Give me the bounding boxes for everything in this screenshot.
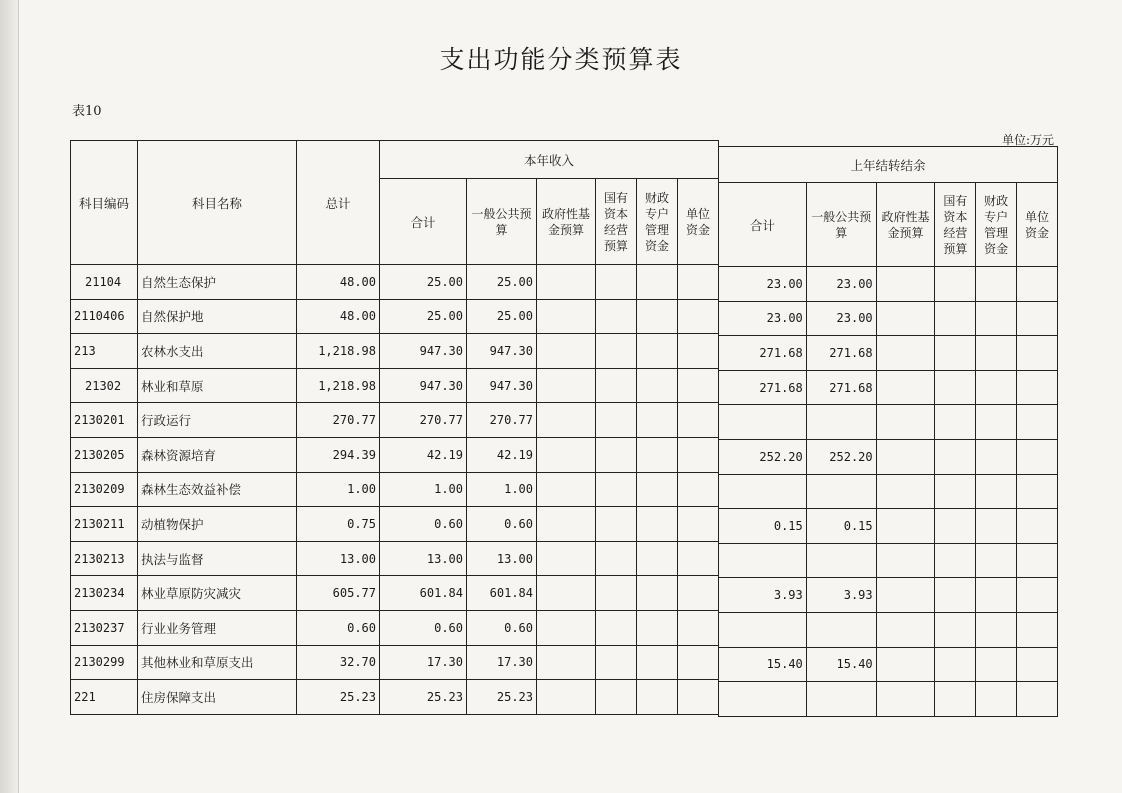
table-row	[719, 543, 1058, 578]
cell-prior-unit-funds	[1017, 301, 1058, 336]
cell-cur-general-budget: 0.60	[467, 507, 537, 542]
cell-prior-unit-funds	[1017, 405, 1058, 440]
cell-prior-general-budget	[806, 612, 876, 647]
cell-code: 21302	[71, 368, 138, 403]
budget-sheet	[70, 140, 1058, 720]
unit-label: 单位:万元	[1001, 133, 1054, 147]
cell-prior-state-capital	[935, 370, 976, 405]
cell-cur-sum: 25.00	[380, 265, 467, 300]
table-row	[71, 299, 719, 334]
cell-cur-state-capital	[596, 576, 637, 611]
cell-prior-gov-fund	[876, 682, 935, 717]
cell-prior-general-budget: 0.15	[806, 509, 876, 544]
cell-code: 2130234	[71, 576, 138, 611]
cell-cur-sum: 0.60	[380, 610, 467, 645]
header-cur-unit-funds: 单位资金	[678, 179, 719, 265]
cell-cur-gov-fund	[537, 265, 596, 300]
cell-code: 2130211	[71, 507, 138, 542]
cell-name: 执法与监督	[138, 541, 297, 576]
cell-cur-state-capital	[596, 368, 637, 403]
cell-cur-unit-funds	[678, 299, 719, 334]
cell-cur-unit-funds	[678, 368, 719, 403]
cell-cur-state-capital	[596, 472, 637, 507]
cell-prior-gov-fund	[876, 301, 935, 336]
header-current-year-income: 本年收入	[380, 141, 719, 179]
cell-cur-unit-funds	[678, 403, 719, 438]
cell-code: 2130299	[71, 645, 138, 680]
cell-cur-sum: 25.00	[380, 299, 467, 334]
table-row	[719, 301, 1058, 336]
cell-cur-state-capital	[596, 334, 637, 369]
cell-cur-general-budget: 1.00	[467, 472, 537, 507]
cell-name: 农林水支出	[138, 334, 297, 369]
cell-prior-special-account	[976, 439, 1017, 474]
cell-cur-special-account	[637, 541, 678, 576]
table-row	[719, 405, 1058, 440]
cell-total: 25.23	[297, 680, 380, 715]
cell-cur-gov-fund	[537, 576, 596, 611]
cell-prior-state-capital	[935, 336, 976, 371]
cell-cur-general-budget: 13.00	[467, 541, 537, 576]
cell-cur-state-capital	[596, 265, 637, 300]
cell-cur-unit-funds	[678, 680, 719, 715]
cell-cur-sum: 1.00	[380, 472, 467, 507]
header-cur-state-capital: 国有资本经营预算	[596, 179, 637, 265]
cell-prior-unit-funds	[1017, 474, 1058, 509]
cell-code: 2130213	[71, 541, 138, 576]
cell-prior-unit-funds	[1017, 578, 1058, 613]
cell-prior-special-account	[976, 647, 1017, 682]
cell-prior-unit-funds	[1017, 647, 1058, 682]
cell-cur-gov-fund	[537, 541, 596, 576]
cell-total: 48.00	[297, 265, 380, 300]
cell-prior-general-budget: 271.68	[806, 336, 876, 371]
cell-cur-gov-fund	[537, 299, 596, 334]
cell-cur-gov-fund	[537, 368, 596, 403]
cell-cur-general-budget: 25.23	[467, 680, 537, 715]
cell-total: 1.00	[297, 472, 380, 507]
header-cur-general-budget: 一般公共预算	[467, 179, 537, 265]
cell-code: 21104	[71, 265, 138, 300]
cell-cur-unit-funds	[678, 265, 719, 300]
table-row	[71, 437, 719, 472]
cell-prior-state-capital	[935, 301, 976, 336]
cell-prior-sum: 271.68	[719, 336, 807, 371]
page-title: 支出功能分类预算表	[439, 45, 683, 74]
cell-cur-gov-fund	[537, 334, 596, 369]
cell-prior-sum: 0.15	[719, 509, 807, 544]
cell-cur-sum: 947.30	[380, 334, 467, 369]
cell-cur-special-account	[637, 576, 678, 611]
cell-prior-sum	[719, 474, 807, 509]
cell-prior-general-budget: 15.40	[806, 647, 876, 682]
cell-cur-state-capital	[596, 610, 637, 645]
cell-total: 294.39	[297, 437, 380, 472]
table-row	[719, 682, 1058, 717]
cell-prior-unit-funds	[1017, 336, 1058, 371]
cell-prior-gov-fund	[876, 612, 935, 647]
header-cur-special-account: 财政专户管理资金	[637, 179, 678, 265]
table-row	[719, 647, 1058, 682]
cell-name: 林业草原防灾减灾	[138, 576, 297, 611]
cell-name: 其他林业和草原支出	[138, 645, 297, 680]
cell-cur-gov-fund	[537, 437, 596, 472]
table-row	[719, 578, 1058, 613]
cell-name: 自然生态保护	[138, 265, 297, 300]
cell-cur-unit-funds	[678, 334, 719, 369]
cell-prior-general-budget: 252.20	[806, 439, 876, 474]
cell-cur-gov-fund	[537, 610, 596, 645]
cell-cur-unit-funds	[678, 645, 719, 680]
cell-prior-unit-funds	[1017, 682, 1058, 717]
cell-cur-state-capital	[596, 680, 637, 715]
table-row	[71, 576, 719, 611]
cell-prior-sum: 23.00	[719, 267, 807, 302]
cell-prior-general-budget	[806, 405, 876, 440]
cell-cur-state-capital	[596, 541, 637, 576]
cell-prior-special-account	[976, 578, 1017, 613]
cell-prior-special-account	[976, 370, 1017, 405]
cell-code: 2130201	[71, 403, 138, 438]
cell-cur-general-budget: 947.30	[467, 368, 537, 403]
cell-cur-general-budget: 17.30	[467, 645, 537, 680]
cell-prior-special-account	[976, 267, 1017, 302]
cell-cur-sum: 42.19	[380, 437, 467, 472]
cell-prior-sum	[719, 405, 807, 440]
cell-prior-gov-fund	[876, 509, 935, 544]
cell-cur-sum: 601.84	[380, 576, 467, 611]
cell-prior-state-capital	[935, 543, 976, 578]
table-row	[71, 645, 719, 680]
cell-cur-gov-fund	[537, 472, 596, 507]
cell-code: 221	[71, 680, 138, 715]
cell-cur-general-budget: 25.00	[467, 299, 537, 334]
header-prior-general-budget: 一般公共预算	[806, 183, 876, 267]
cell-name: 自然保护地	[138, 299, 297, 334]
cell-prior-general-budget	[806, 474, 876, 509]
cell-prior-state-capital	[935, 474, 976, 509]
cell-prior-sum: 15.40	[719, 647, 807, 682]
cell-prior-sum: 252.20	[719, 439, 807, 474]
header-name: 科目名称	[138, 141, 297, 265]
table-row	[71, 265, 719, 300]
cell-prior-gov-fund	[876, 336, 935, 371]
cell-cur-special-account	[637, 437, 678, 472]
table-row	[71, 334, 719, 369]
cell-cur-general-budget: 947.30	[467, 334, 537, 369]
cell-cur-special-account	[637, 645, 678, 680]
cell-prior-gov-fund	[876, 405, 935, 440]
cell-cur-unit-funds	[678, 541, 719, 576]
cell-prior-sum	[719, 543, 807, 578]
cell-total: 0.75	[297, 507, 380, 542]
cell-cur-state-capital	[596, 299, 637, 334]
current-year-table	[70, 140, 719, 715]
cell-prior-unit-funds	[1017, 370, 1058, 405]
cell-total: 270.77	[297, 403, 380, 438]
cell-cur-state-capital	[596, 645, 637, 680]
table-row	[71, 507, 719, 542]
cell-prior-general-budget	[806, 543, 876, 578]
cell-total: 48.00	[297, 299, 380, 334]
table-row	[719, 612, 1058, 647]
cell-prior-unit-funds	[1017, 612, 1058, 647]
cell-cur-gov-fund	[537, 680, 596, 715]
table-row	[71, 403, 719, 438]
cell-prior-state-capital	[935, 439, 976, 474]
cell-prior-unit-funds	[1017, 439, 1058, 474]
cell-prior-gov-fund	[876, 474, 935, 509]
table-row	[71, 680, 719, 715]
cell-cur-special-account	[637, 403, 678, 438]
cell-total: 1,218.98	[297, 334, 380, 369]
table-row	[71, 610, 719, 645]
cell-cur-special-account	[637, 299, 678, 334]
cell-cur-unit-funds	[678, 576, 719, 611]
cell-cur-sum: 947.30	[380, 368, 467, 403]
cell-prior-unit-funds	[1017, 543, 1058, 578]
header-code: 科目编码	[71, 141, 138, 265]
cell-cur-special-account	[637, 610, 678, 645]
header-prior-year-carryover: 上年结转结余	[719, 147, 1058, 183]
cell-prior-state-capital	[935, 405, 976, 440]
header-prior-unit-funds: 单位资金	[1017, 183, 1058, 267]
cell-prior-general-budget: 3.93	[806, 578, 876, 613]
cell-cur-unit-funds	[678, 610, 719, 645]
cell-cur-special-account	[637, 368, 678, 403]
cell-prior-general-budget: 271.68	[806, 370, 876, 405]
table-row	[719, 370, 1058, 405]
cell-code: 2130209	[71, 472, 138, 507]
cell-cur-special-account	[637, 334, 678, 369]
cell-cur-general-budget: 601.84	[467, 576, 537, 611]
cell-code: 2130237	[71, 610, 138, 645]
cell-prior-gov-fund	[876, 267, 935, 302]
cell-prior-unit-funds	[1017, 267, 1058, 302]
header-total: 总计	[297, 141, 380, 265]
cell-prior-general-budget: 23.00	[806, 301, 876, 336]
cell-prior-state-capital	[935, 509, 976, 544]
cell-name: 行政运行	[138, 403, 297, 438]
table-row	[719, 439, 1058, 474]
cell-cur-sum: 270.77	[380, 403, 467, 438]
cell-prior-state-capital	[935, 682, 976, 717]
cell-cur-special-account	[637, 472, 678, 507]
cell-prior-sum	[719, 682, 807, 717]
table-number: 表10	[72, 104, 102, 119]
header-prior-special-account: 财政专户管理资金	[976, 183, 1017, 267]
cell-prior-sum: 23.00	[719, 301, 807, 336]
table-row	[71, 541, 719, 576]
cell-prior-state-capital	[935, 647, 976, 682]
cell-name: 森林生态效益补偿	[138, 472, 297, 507]
cell-cur-unit-funds	[678, 437, 719, 472]
cell-name: 森林资源培育	[138, 437, 297, 472]
cell-prior-gov-fund	[876, 439, 935, 474]
cell-prior-state-capital	[935, 267, 976, 302]
cell-name: 林业和草原	[138, 368, 297, 403]
cell-prior-state-capital	[935, 578, 976, 613]
cell-prior-special-account	[976, 474, 1017, 509]
table-row	[719, 267, 1058, 302]
header-prior-sum: 合计	[719, 183, 807, 267]
cell-cur-special-account	[637, 265, 678, 300]
cell-name: 住房保障支出	[138, 680, 297, 715]
header-prior-state-capital: 国有资本经营预算	[935, 183, 976, 267]
header-cur-gov-fund: 政府性基金预算	[537, 179, 596, 265]
cell-code: 213	[71, 334, 138, 369]
table-row	[719, 336, 1058, 371]
cell-total: 605.77	[297, 576, 380, 611]
cell-prior-special-account	[976, 509, 1017, 544]
cell-cur-special-account	[637, 680, 678, 715]
cell-cur-gov-fund	[537, 645, 596, 680]
cell-prior-special-account	[976, 543, 1017, 578]
cell-cur-unit-funds	[678, 472, 719, 507]
cell-cur-special-account	[637, 507, 678, 542]
cell-prior-sum: 3.93	[719, 578, 807, 613]
table-row	[719, 474, 1058, 509]
cell-prior-gov-fund	[876, 647, 935, 682]
cell-prior-sum	[719, 612, 807, 647]
cell-prior-special-account	[976, 336, 1017, 371]
page-binding-edge	[0, 0, 19, 793]
cell-cur-state-capital	[596, 403, 637, 438]
cell-prior-general-budget	[806, 682, 876, 717]
cell-total: 0.60	[297, 610, 380, 645]
cell-cur-general-budget: 270.77	[467, 403, 537, 438]
cell-prior-gov-fund	[876, 543, 935, 578]
cell-total: 32.70	[297, 645, 380, 680]
cell-cur-state-capital	[596, 507, 637, 542]
cell-name: 动植物保护	[138, 507, 297, 542]
cell-name: 行业业务管理	[138, 610, 297, 645]
cell-cur-state-capital	[596, 437, 637, 472]
table-row	[71, 472, 719, 507]
cell-cur-gov-fund	[537, 403, 596, 438]
cell-cur-unit-funds	[678, 507, 719, 542]
cell-prior-gov-fund	[876, 370, 935, 405]
cell-prior-gov-fund	[876, 578, 935, 613]
prior-year-table	[718, 146, 1058, 717]
cell-prior-special-account	[976, 682, 1017, 717]
cell-prior-general-budget: 23.00	[806, 267, 876, 302]
cell-total: 1,218.98	[297, 368, 380, 403]
cell-code: 2110406	[71, 299, 138, 334]
cell-prior-special-account	[976, 301, 1017, 336]
cell-cur-sum: 13.00	[380, 541, 467, 576]
cell-cur-general-budget: 0.60	[467, 610, 537, 645]
cell-cur-general-budget: 42.19	[467, 437, 537, 472]
cell-cur-sum: 25.23	[380, 680, 467, 715]
table-row	[719, 509, 1058, 544]
cell-prior-special-account	[976, 612, 1017, 647]
cell-prior-special-account	[976, 405, 1017, 440]
cell-total: 13.00	[297, 541, 380, 576]
cell-prior-unit-funds	[1017, 509, 1058, 544]
cell-prior-sum: 271.68	[719, 370, 807, 405]
table-row	[71, 368, 719, 403]
cell-cur-general-budget: 25.00	[467, 265, 537, 300]
cell-cur-gov-fund	[537, 507, 596, 542]
header-cur-sum: 合计	[380, 179, 467, 265]
cell-cur-sum: 0.60	[380, 507, 467, 542]
cell-code: 2130205	[71, 437, 138, 472]
header-prior-gov-fund: 政府性基金预算	[876, 183, 935, 267]
cell-prior-state-capital	[935, 612, 976, 647]
cell-cur-sum: 17.30	[380, 645, 467, 680]
